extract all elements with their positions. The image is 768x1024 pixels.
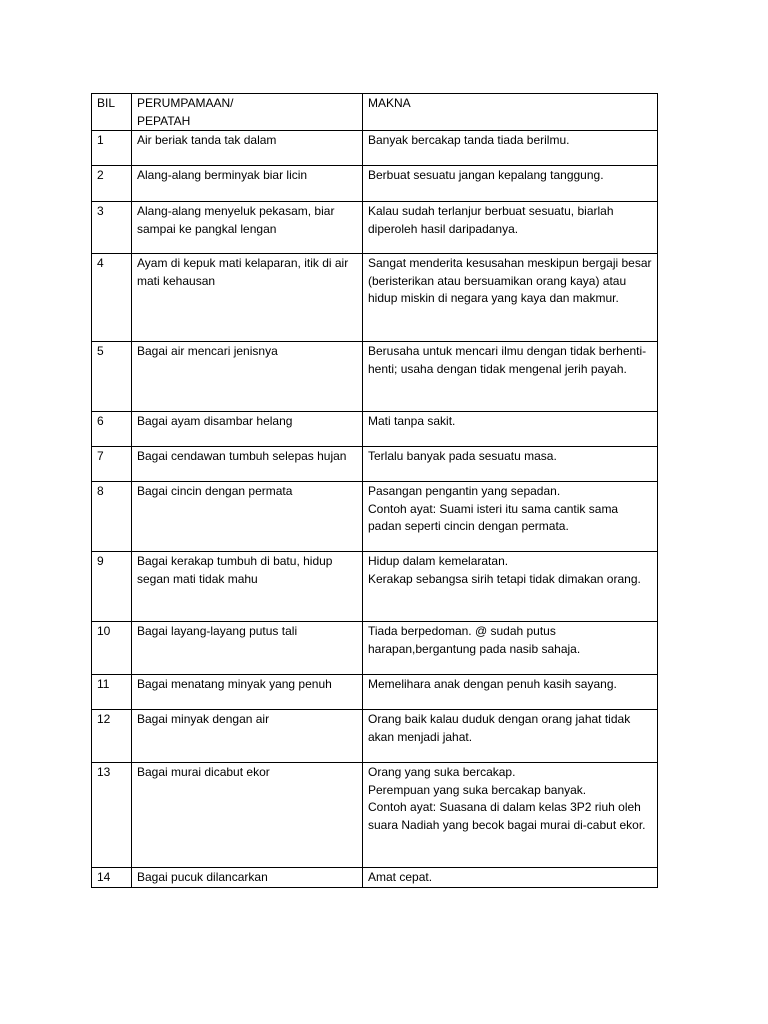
cell-bil: 4 (92, 254, 132, 342)
cell-perumpamaan: Bagai menatang minyak yang penuh (132, 675, 363, 710)
cell-perumpamaan: Bagai air mencari jenisnya (132, 342, 363, 412)
table-row (92, 675, 658, 710)
cell-perumpamaan: Bagai minyak dengan air (132, 710, 363, 763)
cell-makna: Amat cepat. (363, 868, 658, 888)
cell-perumpamaan: Alang-alang menyeluk pekasam, biar sampai ke pangkal lengan (132, 202, 363, 254)
cell-bil: 6 (92, 412, 132, 447)
cell-perumpamaan: Air beriak tanda tak dalam (132, 131, 363, 166)
cell-perumpamaan: Bagai murai dicabut ekor (132, 763, 363, 868)
cell-bil: 5 (92, 342, 132, 412)
cell-bil: 3 (92, 202, 132, 254)
cell-makna: Terlalu banyak pada sesuatu masa. (363, 447, 658, 482)
cell-makna: Orang baik kalau duduk dengan orang jahat tidak akan menjadi jahat. (363, 710, 658, 763)
cell-makna: Memelihara anak dengan penuh kasih sayang. (363, 675, 658, 710)
header-perumpamaan: PERUMPAMAAN/ PEPATAH (132, 94, 363, 131)
cell-perumpamaan: Bagai layang-layang putus tali (132, 622, 363, 675)
cell-bil: 12 (92, 710, 132, 763)
cell-perumpamaan: Bagai cendawan tumbuh selepas hujan (132, 447, 363, 482)
cell-makna: Sangat menderita kesusahan meskipun bergaji besar (beristerikan atau bersuamikan orang kaya) atau hidup miskin di negara yang kaya dan makmur. (363, 254, 658, 342)
cell-makna: Berusaha untuk mencari ilmu dengan tidak berhenti-henti; usaha dengan tidak mengenal jerih payah. (363, 342, 658, 412)
cell-makna: Pasangan pengantin yang sepadan. Contoh ayat: Suami isteri itu sama cantik sama padan seperti cincin dengan permata. (363, 482, 658, 552)
table-row (92, 482, 658, 552)
table-row (92, 342, 658, 412)
table-row (92, 254, 658, 342)
cell-bil: 9 (92, 552, 132, 622)
pepatah-table (91, 93, 658, 888)
cell-perumpamaan: Bagai cincin dengan permata (132, 482, 363, 552)
table-row (92, 552, 658, 622)
cell-bil: 10 (92, 622, 132, 675)
cell-makna: Hidup dalam kemelaratan. Kerakap sebangsa sirih tetapi tidak dimakan orang. (363, 552, 658, 622)
table-row (92, 622, 658, 675)
table-row (92, 166, 658, 202)
cell-bil: 2 (92, 166, 132, 202)
cell-makna: Mati tanpa sakit. (363, 412, 658, 447)
cell-bil: 1 (92, 131, 132, 166)
table-row (92, 131, 658, 166)
cell-makna: Berbuat sesuatu jangan kepalang tanggung. (363, 166, 658, 202)
cell-makna: Banyak bercakap tanda tiada berilmu. (363, 131, 658, 166)
table-header-row (92, 94, 658, 131)
header-bil: BIL (92, 94, 132, 131)
cell-bil: 11 (92, 675, 132, 710)
cell-perumpamaan: Bagai ayam disambar helang (132, 412, 363, 447)
header-makna: MAKNA (363, 94, 658, 131)
cell-bil: 13 (92, 763, 132, 868)
table-row (92, 763, 658, 868)
cell-perumpamaan: Bagai pucuk dilancarkan (132, 868, 363, 888)
cell-makna: Tiada berpedoman. @ sudah putus harapan,bergantung pada nasib sahaja. (363, 622, 658, 675)
table-row (92, 202, 658, 254)
cell-makna: Orang yang suka bercakap. Perempuan yang suka bercakap banyak. Contoh ayat: Suasana di dalam kelas 3P2 riuh oleh suara Nadiah yang becok bagai murai di-cabut ekor. (363, 763, 658, 868)
table-row (92, 412, 658, 447)
cell-perumpamaan: Ayam di kepuk mati kelaparan, itik di air mati kehausan (132, 254, 363, 342)
table-row (92, 868, 658, 888)
cell-perumpamaan: Bagai kerakap tumbuh di batu, hidup segan mati tidak mahu (132, 552, 363, 622)
cell-bil: 8 (92, 482, 132, 552)
cell-bil: 7 (92, 447, 132, 482)
cell-perumpamaan: Alang-alang berminyak biar licin (132, 166, 363, 202)
cell-bil: 14 (92, 868, 132, 888)
table-row (92, 447, 658, 482)
cell-makna: Kalau sudah terlanjur berbuat sesuatu, biarlah diperoleh hasil daripadanya. (363, 202, 658, 254)
table-row (92, 710, 658, 763)
